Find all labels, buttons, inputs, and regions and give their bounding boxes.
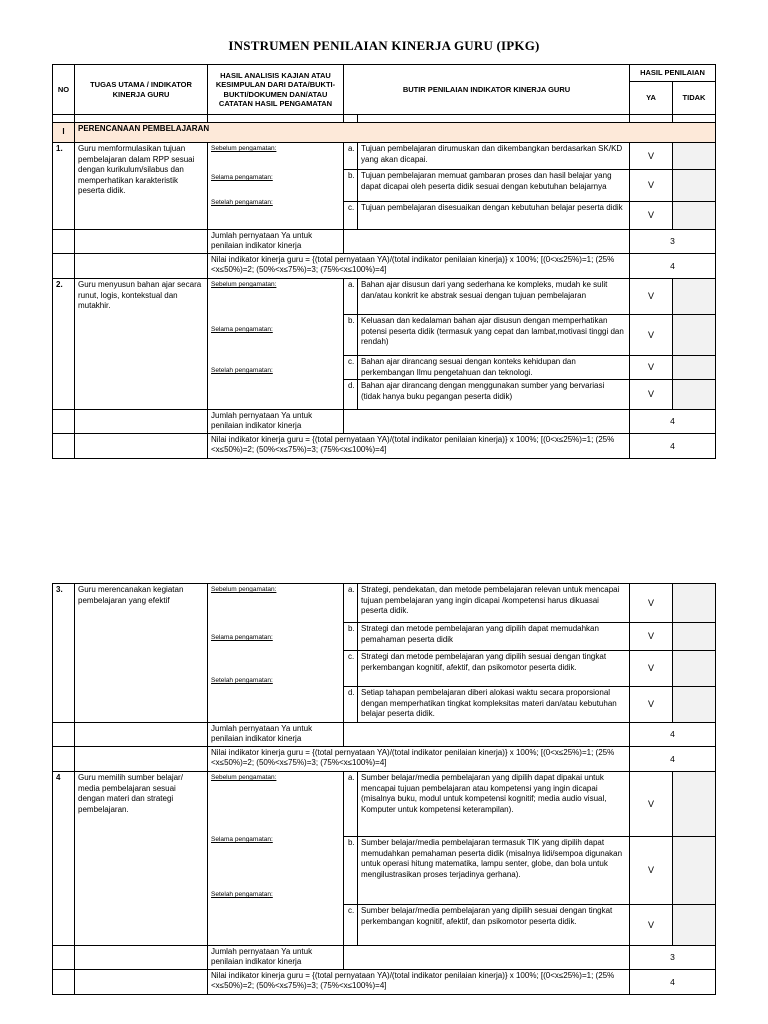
- empty-cell: [344, 115, 358, 123]
- item-text: Tujuan pembelajaran memuat gambaran proses dan hasil belajar yang dapat dicapai oleh peserta didik sesuai dengan kebutuhan belajarnya: [358, 170, 630, 202]
- empty-cell: [53, 410, 75, 434]
- item-text: Sumber belajar/media pembelajaran termasuk TIK yang dipilih dapat memudahkan pemahaman peserta didik (misalnya lidi/sempoa digunakan untuk operasi hitung matematika, lampu senter, globe, dan bola untuk mengilustrasikan proses terjadinya gerhana).: [358, 837, 630, 905]
- section-number: I: [53, 123, 75, 143]
- empty-cell: [75, 970, 208, 995]
- ya-check-cell[interactable]: V: [630, 356, 673, 380]
- observation-setelah-label: Setelah pengamatan:: [211, 677, 273, 684]
- empty-cell: [53, 747, 75, 772]
- jumlah-label: Jumlah pernyataan Ya untuk penilaian indikator kinerja: [208, 723, 344, 747]
- empty-cell: [673, 115, 716, 123]
- empty-cell: [53, 946, 75, 970]
- header-ya: YA: [630, 82, 673, 115]
- empty-cell: [75, 946, 208, 970]
- ya-check-cell[interactable]: V: [630, 651, 673, 687]
- observation-selama-label: Selama pengamatan:: [211, 836, 273, 843]
- item-text: Tujuan pembelajaran dirumuskan dan dikembangkan berdasarkan SK/KD yang akan dicapai.: [358, 143, 630, 170]
- nilai-row: [53, 434, 716, 459]
- ipkg-table-2: [52, 583, 716, 995]
- indicator-task: Guru menyusun bahan ajar secara runut, logis, kontekstual dan mutakhir.: [75, 279, 208, 410]
- item-text: Bahan ajar disusun dari yang sederhana ke kompleks, mudah ke sulit dan/atau konkrit ke abstrak sesuai dengan tujuan pembelajaran: [358, 279, 630, 315]
- item-text: Strategi dan metode pembelajaran yang dipilih dapat memudahkan pemahaman peserta didik: [358, 623, 630, 651]
- tidak-check-cell[interactable]: [673, 170, 716, 202]
- item-letter: b.: [344, 170, 358, 202]
- spacer-row: [53, 115, 716, 123]
- indicator-number: 2.: [53, 279, 75, 410]
- jumlah-row: [53, 723, 716, 747]
- ya-check-cell[interactable]: V: [630, 380, 673, 410]
- header-no: NO: [53, 65, 75, 115]
- observation-selama-label: Selama pengamatan:: [211, 326, 273, 333]
- jumlah-row: [53, 946, 716, 970]
- empty-cell: [208, 115, 344, 123]
- item-letter: a.: [344, 584, 358, 623]
- section-row: [53, 123, 716, 143]
- observation-wrap: [211, 585, 340, 720]
- indicator-number: 1.: [53, 143, 75, 230]
- empty-cell: [53, 723, 75, 747]
- empty-cell: [53, 115, 75, 123]
- section-label: PERENCANAAN PEMBELAJARAN: [75, 123, 716, 143]
- jumlah-row: [53, 410, 716, 434]
- observation-notes: [208, 279, 344, 410]
- item-row: [53, 584, 716, 623]
- tidak-check-cell[interactable]: [673, 315, 716, 356]
- ya-check-cell[interactable]: V: [630, 279, 673, 315]
- indicator-number: 3.: [53, 584, 75, 723]
- empty-cell: [75, 747, 208, 772]
- jumlah-label: Jumlah pernyataan Ya untuk penilaian indikator kinerja: [208, 946, 344, 970]
- ya-check-cell[interactable]: V: [630, 905, 673, 946]
- page-title: INSTRUMEN PENILAIAN KINERJA GURU (IPKG): [228, 38, 540, 53]
- ya-check-cell[interactable]: V: [630, 143, 673, 170]
- item-text: Bahan ajar dirancang dengan menggunakan sumber yang bervariasi (tidak hanya buku pegangan peserta didik): [358, 380, 630, 410]
- item-text: Bahan ajar dirancang sesuai dengan konteks kehidupan dan perkembangan Ilmu pengetahuan dan teknologi.: [358, 356, 630, 380]
- item-text: Setiap tahapan pembelajaran diberi alokasi waktu secara proporsional dengan memperhatikan tingkat kompleksitas materi dan/atau kebutuhan belajar peserta didik.: [358, 687, 630, 723]
- tidak-check-cell[interactable]: [673, 687, 716, 723]
- ya-check-cell[interactable]: V: [630, 584, 673, 623]
- item-letter: c.: [344, 202, 358, 230]
- item-row: [53, 772, 716, 837]
- item-text: Strategi, pendekatan, dan metode pembelajaran relevan untuk mencapai tujuan pembelajaran yang ingin dicapai /kompetensi harus dikuasai peserta didik.: [358, 584, 630, 623]
- empty-cell: [53, 970, 75, 995]
- ya-check-cell[interactable]: V: [630, 772, 673, 837]
- indicator-number: 4: [53, 772, 75, 946]
- item-text: Sumber belajar/media pembelajaran yang dipilih dapat dipakai untuk mencapai tujuan pembelajaran atau kompetensi yang ingin dicapai (misalnya buku, modul untuk kompetensi kognitif; media audio visual, Komputer untuk kompetensi keterampilan).: [358, 772, 630, 837]
- item-letter: b.: [344, 837, 358, 905]
- empty-cell: [358, 115, 630, 123]
- jumlah-value: 4: [630, 723, 716, 747]
- observation-wrap: [211, 773, 340, 943]
- item-letter: a.: [344, 143, 358, 170]
- ipkg-table-1: [52, 64, 716, 459]
- empty-cell: [344, 723, 630, 747]
- item-letter: c.: [344, 651, 358, 687]
- item-letter: b.: [344, 315, 358, 356]
- observation-notes: [208, 584, 344, 723]
- jumlah-value: 3: [630, 230, 716, 254]
- empty-cell: [344, 410, 630, 434]
- indicator-task: Guru memilih sumber belajar/ media pembelajaran sesuai dengan materi dan strategi pembelajaran.: [75, 772, 208, 946]
- nilai-formula: Nilai indikator kinerja guru = {(total pernyataan YA)/(total indikator penilaian kinerja)} x 100%; [(0<x≤25%)=1; (25%<x≤50%)=2; (50%<x≤75%)=3; (75%<x≤100%)=4]: [208, 434, 630, 459]
- empty-cell: [75, 434, 208, 459]
- item-letter: a.: [344, 772, 358, 837]
- item-text: Strategi dan metode pembelajaran yang dipilih sesuai dengan tingkat perkembangan kognitif, afektif, dan psikomotor peserta didik.: [358, 651, 630, 687]
- ya-check-cell[interactable]: V: [630, 687, 673, 723]
- header-butir: BUTIR PENILAIAN INDIKATOR KINERJA GURU: [344, 65, 630, 115]
- observation-sebelum-label: Sebelum pengamatan:: [211, 281, 277, 288]
- empty-cell: [344, 230, 630, 254]
- empty-cell: [75, 410, 208, 434]
- item-letter: c.: [344, 905, 358, 946]
- jumlah-row: [53, 230, 716, 254]
- jumlah-label: Jumlah pernyataan Ya untuk penilaian indikator kinerja: [208, 410, 344, 434]
- ya-check-cell[interactable]: V: [630, 170, 673, 202]
- observation-setelah-label: Setelah pengamatan:: [211, 367, 273, 374]
- tidak-check-cell[interactable]: [673, 837, 716, 905]
- nilai-formula: Nilai indikator kinerja guru = {(total pernyataan YA)/(total indikator penilaian kinerja)} x 100%; [(0<x≤25%)=1; (25%<x≤50%)=2; (50%<x≤75%)=3; (75%<x≤100%)=4]: [208, 747, 630, 772]
- item-letter: a.: [344, 279, 358, 315]
- ya-check-cell[interactable]: V: [630, 623, 673, 651]
- nilai-value: 4: [630, 970, 716, 995]
- observation-wrap: [211, 144, 340, 227]
- tidak-check-cell[interactable]: [673, 623, 716, 651]
- observation-sebelum-label: Sebelum pengamatan:: [211, 586, 277, 593]
- item-letter: b.: [344, 623, 358, 651]
- jumlah-value: 4: [630, 410, 716, 434]
- tidak-check-cell[interactable]: [673, 202, 716, 230]
- ya-check-cell[interactable]: V: [630, 202, 673, 230]
- nilai-value: 4: [630, 434, 716, 459]
- header-hasil-penilaian: HASIL PENILAIAN: [630, 65, 716, 82]
- tidak-check-cell[interactable]: [673, 772, 716, 837]
- indicator-task: Guru memformulasikan tujuan pembelajaran dalam RPP sesuai dengan kurikulum/silabus dan memperhatikan karakteristik peserta didik.: [75, 143, 208, 230]
- tidak-check-cell[interactable]: [673, 905, 716, 946]
- nilai-row: [53, 254, 716, 279]
- empty-cell: [53, 434, 75, 459]
- empty-cell: [53, 230, 75, 254]
- item-letter: d.: [344, 380, 358, 410]
- nilai-value: 4: [630, 747, 716, 772]
- tidak-check-cell[interactable]: [673, 356, 716, 380]
- nilai-row: [53, 747, 716, 772]
- observation-setelah-label: Setelah pengamatan:: [211, 891, 273, 898]
- tidak-check-cell[interactable]: [673, 279, 716, 315]
- observation-sebelum-label: Sebelum pengamatan:: [211, 145, 277, 152]
- item-row: [53, 143, 716, 170]
- item-letter: d.: [344, 687, 358, 723]
- empty-cell: [75, 254, 208, 279]
- tidak-check-cell[interactable]: [673, 651, 716, 687]
- empty-cell: [75, 115, 208, 123]
- observation-sebelum-label: Sebelum pengamatan:: [211, 774, 277, 781]
- indicator-task: Guru merencanakan kegiatan pembelajaran yang efektif: [75, 584, 208, 723]
- observation-setelah-label: Setelah pengamatan:: [211, 199, 273, 206]
- observation-selama-label: Selama pengamatan:: [211, 634, 273, 641]
- tidak-check-cell[interactable]: [673, 584, 716, 623]
- empty-cell: [75, 230, 208, 254]
- observation-notes: [208, 772, 344, 946]
- item-row: [53, 279, 716, 315]
- nilai-row: [53, 970, 716, 995]
- jumlah-value: 3: [630, 946, 716, 970]
- ya-check-cell[interactable]: V: [630, 315, 673, 356]
- item-letter: c.: [344, 356, 358, 380]
- tidak-check-cell[interactable]: [673, 143, 716, 170]
- tidak-check-cell[interactable]: [673, 380, 716, 410]
- nilai-formula: Nilai indikator kinerja guru = {(total pernyataan YA)/(total indikator penilaian kinerja)} x 100%; [(0<x≤25%)=1; (25%<x≤50%)=2; (50%<x≤75%)=3; (75%<x≤100%)=4]: [208, 254, 630, 279]
- observation-wrap: [211, 280, 340, 407]
- item-text: Tujuan pembelajaran disesuaikan dengan kebutuhan belajar peserta didik: [358, 202, 630, 230]
- empty-cell: [630, 115, 673, 123]
- header-tugas: TUGAS UTAMA / INDIKATOR KINERJA GURU: [75, 65, 208, 115]
- nilai-value: 4: [630, 254, 716, 279]
- nilai-formula: Nilai indikator kinerja guru = {(total pernyataan YA)/(total indikator penilaian kinerja)} x 100%; [(0<x≤25%)=1; (25%<x≤50%)=2; (50%<x≤75%)=3; (75%<x≤100%)=4]: [208, 970, 630, 995]
- item-text: Keluasan dan kedalaman bahan ajar disusun dengan memperhatikan potensi peserta didik (termasuk yang cepat dan lambat,motivasi tinggi dan rendah): [358, 315, 630, 356]
- header-tidak: TIDAK: [673, 82, 716, 115]
- jumlah-label: Jumlah pernyataan Ya untuk penilaian indikator kinerja: [208, 230, 344, 254]
- empty-cell: [75, 723, 208, 747]
- ya-check-cell[interactable]: V: [630, 837, 673, 905]
- observation-notes: [208, 143, 344, 230]
- observation-selama-label: Selama pengamatan:: [211, 174, 273, 181]
- header-hasil-analisis: HASIL ANALISIS KAJIAN ATAU KESIMPULAN DARI DATA/BUKTI-BUKTI/DOKUMEN DAN/ATAU CATATAN HASIL PENGAMATAN: [208, 65, 344, 115]
- item-text: Sumber belajar/media pembelajaran yang dipilih sesuai dengan tingkat perkembangan kognitif, afektif, dan psikomotor peserta didik.: [358, 905, 630, 946]
- empty-cell: [53, 254, 75, 279]
- empty-cell: [344, 946, 630, 970]
